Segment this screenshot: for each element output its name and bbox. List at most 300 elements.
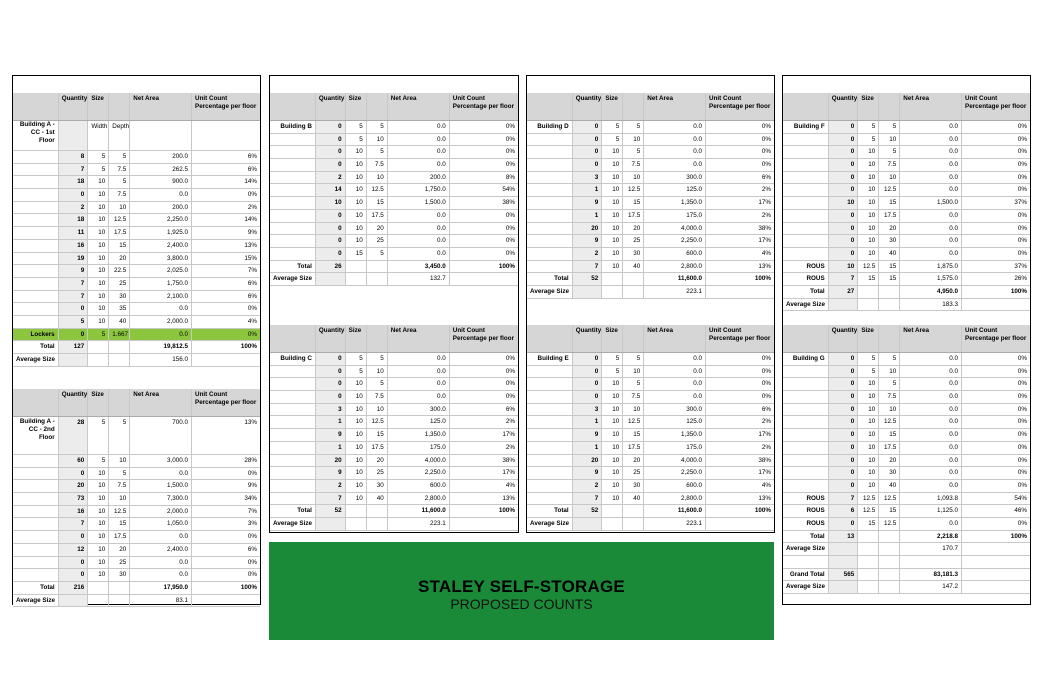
cell-depth: 10	[367, 366, 388, 378]
cell-net-area: 0.0	[388, 235, 450, 247]
cell-quantity: 0	[573, 353, 603, 365]
cell-depth: 12.5	[367, 184, 388, 196]
header-size: Size	[346, 93, 367, 120]
cell-width: 10	[602, 172, 623, 184]
total-row-net-area: 17,950.0	[130, 582, 192, 594]
cell-width: 10	[346, 416, 367, 428]
cell-depth: 10	[623, 172, 644, 184]
cell-net-area: 0.0	[388, 223, 450, 235]
cell-net-area: 2,250.0	[644, 467, 706, 479]
cell-net-area: 0.0	[900, 210, 962, 222]
cell-depth: 30	[879, 235, 900, 247]
cell-quantity: 0	[59, 468, 89, 480]
row-label	[13, 480, 59, 492]
cell-percentage: 37%	[1014, 199, 1027, 207]
cell-net-area: 125.0	[644, 416, 706, 428]
cell-percentage: 38%	[502, 456, 515, 464]
cell-quantity: 0	[316, 366, 346, 378]
cell-net-area: 0.0	[388, 121, 450, 133]
cell-quantity: 9	[573, 429, 603, 441]
cell-depth: 10	[879, 172, 900, 184]
cell-depth: 7.5	[879, 159, 900, 171]
sub-blank	[130, 121, 192, 150]
cell-width: 10	[858, 442, 879, 454]
cell-depth: 35	[109, 303, 130, 315]
cell-quantity: 2	[316, 172, 346, 184]
header-percentage: Unit Count Percentage per floor	[195, 95, 257, 110]
cell-depth: 5	[879, 353, 900, 365]
table-header-row	[13, 93, 260, 121]
cell-depth: 22.5	[109, 265, 130, 277]
cell-percentage: 0%	[1017, 380, 1027, 388]
cell-depth: 10	[109, 455, 130, 467]
cell-percentage: 0%	[1017, 481, 1027, 489]
cell-width: 12.5	[858, 261, 879, 273]
total-row-net-area: 3,450.0	[388, 261, 450, 273]
cell-quantity: 73	[59, 493, 89, 505]
header-quantity: Quantity	[316, 93, 346, 120]
row-label	[13, 151, 59, 163]
cell-percentage: 4%	[761, 249, 771, 257]
grand-total-row-blank	[858, 569, 879, 581]
header-size: Size	[858, 325, 879, 352]
table-row	[527, 121, 774, 134]
cell-depth: 15	[367, 429, 388, 441]
cell-depth: 25	[109, 278, 130, 290]
cell-depth: 30	[109, 291, 130, 303]
cell-depth: 5	[623, 121, 644, 133]
cell-percentage: 0%	[1017, 123, 1027, 130]
row-label	[13, 253, 59, 265]
row-label	[527, 493, 573, 505]
cell-quantity: 0	[573, 391, 603, 403]
cell-net-area: 0.0	[900, 378, 962, 390]
cell-net-area: 125.0	[644, 184, 706, 196]
header-blank	[270, 325, 316, 352]
cell-quantity: 1	[316, 416, 346, 428]
row-label	[783, 442, 829, 454]
header-size-2	[879, 325, 900, 352]
table-row	[783, 210, 1030, 223]
row-label	[270, 442, 316, 454]
cell-width: 10	[602, 416, 623, 428]
table-row	[270, 404, 518, 417]
total-row-quantity: 13	[829, 531, 859, 543]
row-label	[783, 223, 829, 235]
cell-percentage: 0%	[505, 355, 515, 362]
cell-net-area: 600.0	[388, 480, 450, 492]
cell-quantity: 9	[316, 429, 346, 441]
cell-quantity: 3	[573, 404, 603, 416]
cell-net-area: 0.0	[388, 366, 450, 378]
cell-quantity: 0	[829, 210, 859, 222]
row-label	[270, 366, 316, 378]
cell-depth: 10	[367, 404, 388, 416]
cell-net-area: 262.5	[130, 164, 192, 176]
header-percentage: Unit Count Percentage per floor	[965, 327, 1027, 342]
cell-width: 10	[602, 442, 623, 454]
cell-percentage: 38%	[502, 199, 515, 207]
title-block	[269, 542, 774, 640]
row-label	[783, 146, 829, 158]
cell-width: 10	[858, 429, 879, 441]
cell-percentage: 0%	[761, 148, 771, 156]
cell-net-area: 4,000.0	[644, 455, 706, 467]
cell-depth: 17.5	[367, 442, 388, 454]
cell-net-area: 0.0	[900, 366, 962, 378]
cell-depth: 5	[879, 121, 900, 133]
table-row	[783, 121, 1030, 134]
avg-row-quantity	[573, 518, 603, 530]
table-row	[527, 391, 774, 404]
cell-net-area: 0.0	[130, 531, 192, 543]
row-label	[270, 210, 316, 222]
cell-depth: 40	[623, 261, 644, 273]
cell-width: 10	[858, 146, 879, 158]
cell-depth: 30	[367, 480, 388, 492]
cell-quantity: 0	[829, 366, 859, 378]
cell-width: 10	[602, 210, 623, 222]
avg-row-percentage	[962, 543, 1030, 555]
grand-avg-row-label: Average Size	[783, 581, 829, 593]
cell-quantity: 1	[573, 442, 603, 454]
table-f	[783, 93, 1030, 311]
header-quantity: Quantity	[829, 93, 859, 120]
row-label	[527, 391, 573, 403]
avg-row-blank	[602, 518, 623, 530]
cell-percentage: 2%	[761, 186, 771, 194]
cell-depth: 5	[623, 378, 644, 390]
cell-percentage: 4%	[505, 481, 515, 489]
cell-percentage: 0%	[247, 533, 257, 541]
cell-quantity: 8	[59, 151, 89, 163]
cell-width: 10	[858, 480, 879, 492]
row-label	[270, 197, 316, 209]
cell-net-area: 0.0	[130, 303, 192, 315]
cell-net-area: 0.0	[900, 480, 962, 492]
header-size: Size	[858, 93, 879, 120]
avg-row-label: Average Size	[13, 595, 59, 607]
cell-net-area: 1,350.0	[644, 429, 706, 441]
row-label	[783, 235, 829, 247]
cell-width: 10	[602, 429, 623, 441]
cell-depth: 15	[879, 197, 900, 209]
table-row	[13, 518, 260, 531]
cell-percentage: 0%	[1017, 405, 1027, 413]
row-label	[527, 455, 573, 467]
cell-quantity: 0	[829, 146, 859, 158]
cell-quantity: 1	[573, 210, 603, 222]
table-row-special	[783, 493, 1030, 506]
cell-net-area: 175.0	[644, 442, 706, 454]
row-label	[783, 391, 829, 403]
table-row	[783, 146, 1030, 159]
cell-width: 10	[346, 391, 367, 403]
avg-row-blank	[346, 273, 367, 285]
table-subheader-row	[13, 121, 260, 151]
cell-quantity: 0	[829, 429, 859, 441]
avg-row-net-area: 223.1	[388, 518, 450, 530]
cell-net-area: 1,093.8	[900, 493, 962, 505]
cell-quantity: 0	[829, 404, 859, 416]
cell-percentage: 2%	[505, 443, 515, 451]
total-row-percentage: 100%	[1010, 287, 1027, 295]
total-row-blank	[346, 261, 367, 273]
total-row-net-area: 11,600.0	[388, 505, 450, 517]
cell-width: 10	[858, 172, 879, 184]
avg-row-net-area: 156.0	[130, 354, 192, 366]
avg-row-quantity	[573, 286, 603, 298]
cell-percentage: 0%	[505, 249, 515, 257]
cell-quantity: 0	[316, 121, 346, 133]
cell-net-area: 300.0	[644, 404, 706, 416]
total-row-net-area: 19,812.5	[130, 341, 192, 353]
cell-width: 5	[602, 366, 623, 378]
cell-depth: 12.5	[879, 518, 900, 530]
cell-width: 10	[346, 197, 367, 209]
table-row	[270, 223, 518, 236]
cell-depth: 7.5	[623, 159, 644, 171]
cell-percentage: 0%	[247, 469, 257, 477]
cell-quantity: 0	[829, 223, 859, 235]
row-label	[270, 159, 316, 171]
building-name: Building A - CC - 2nd Floor	[13, 417, 59, 454]
table-row	[13, 480, 260, 493]
cell-depth: 10	[623, 134, 644, 146]
cell-depth: 12.5	[109, 214, 130, 226]
cell-quantity: 0	[829, 353, 859, 365]
cell-percentage: 6%	[247, 279, 257, 287]
cell-width: 10	[602, 184, 623, 196]
total-row-percentage: 100%	[1010, 532, 1027, 540]
table-header-row	[783, 93, 1030, 121]
cell-width: 10	[858, 159, 879, 171]
avg-row-quantity	[59, 595, 89, 607]
table-row	[527, 235, 774, 248]
cell-width: 10	[602, 493, 623, 505]
table-row	[270, 172, 518, 185]
cell-width: 10	[858, 416, 879, 428]
cell-width: 10	[88, 240, 109, 252]
cell-width: 5	[346, 366, 367, 378]
cell-quantity: 0	[829, 455, 859, 467]
sub-blank	[192, 121, 260, 150]
cell-percentage: 14%	[244, 216, 257, 224]
cell-percentage: 0%	[1017, 469, 1027, 477]
cell-net-area: 0.0	[644, 353, 706, 365]
cell-percentage: 13%	[244, 241, 257, 249]
row-label	[270, 378, 316, 390]
row-label	[270, 416, 316, 428]
row-label	[13, 557, 59, 569]
cell-depth: 5	[109, 176, 130, 188]
cell-quantity: 0	[573, 366, 603, 378]
cell-width: 10	[346, 480, 367, 492]
cell-quantity: 7	[573, 493, 603, 505]
cell-percentage: 26%	[1014, 275, 1027, 283]
cell-width: 10	[602, 223, 623, 235]
avg-row-blank	[109, 595, 130, 607]
cell-width: 10	[346, 159, 367, 171]
cell-quantity: 60	[59, 455, 89, 467]
row-label	[783, 172, 829, 184]
grand-total-row-net-area: 83,181.3	[900, 569, 962, 581]
row-label-special: Lockers	[13, 329, 59, 341]
cell-net-area: 0.0	[900, 235, 962, 247]
row-label	[13, 278, 59, 290]
cell-quantity: 9	[573, 235, 603, 247]
row-label-special: ROUS	[783, 261, 829, 273]
total-row-net-area: 11,600.0	[644, 273, 706, 285]
cell-quantity: 0	[316, 235, 346, 247]
cell-quantity: 1	[316, 442, 346, 454]
row-label	[270, 404, 316, 416]
cell-quantity: 10	[316, 197, 346, 209]
cell-percentage: 0%	[761, 161, 771, 169]
total-row-blank	[367, 261, 388, 273]
cell-percentage: 0%	[1017, 186, 1027, 194]
header-percentage: Unit Count Percentage per floor	[452, 327, 515, 342]
cell-quantity: 9	[59, 265, 89, 277]
header-net-area: Net Area	[644, 325, 706, 352]
grand-avg-row-blank	[858, 581, 879, 593]
table-row	[527, 404, 774, 417]
table-row	[527, 223, 774, 236]
row-label	[13, 506, 59, 518]
row-label	[527, 480, 573, 492]
cell-width: 10	[602, 248, 623, 260]
row-label	[13, 202, 59, 214]
row-label	[270, 493, 316, 505]
total-row-label: Total	[783, 531, 829, 543]
cell-width: 10	[88, 265, 109, 277]
cell-percentage: 14%	[244, 178, 257, 186]
cell-depth: 7.5	[109, 164, 130, 176]
cell-depth: 30	[879, 467, 900, 479]
avg-row	[527, 518, 774, 531]
table-e	[527, 325, 774, 531]
cell-width: 5	[346, 121, 367, 133]
row-label	[527, 210, 573, 222]
row-label	[270, 248, 316, 260]
avg-row-blank	[88, 595, 109, 607]
cell-depth: 17.5	[367, 210, 388, 222]
cell-width: 10	[346, 493, 367, 505]
header-size: Size	[88, 93, 109, 120]
total-row-blank	[367, 505, 388, 517]
row-label	[527, 172, 573, 184]
cell-depth: 10	[879, 366, 900, 378]
cell-percentage: 0%	[505, 148, 515, 156]
avg-row-blank	[858, 299, 879, 311]
spacer-cell	[900, 556, 962, 568]
avg-row-blank	[623, 518, 644, 530]
table-row	[13, 417, 260, 455]
cell-percentage: 0%	[505, 367, 515, 375]
row-label	[527, 248, 573, 260]
table-row	[783, 172, 1030, 185]
table-row	[13, 265, 260, 278]
grand-total-row-blank	[879, 569, 900, 581]
cell-percentage: 13%	[758, 494, 771, 502]
cell-net-area: 600.0	[644, 480, 706, 492]
cell-quantity: 2	[316, 480, 346, 492]
cell-percentage: 0%	[247, 191, 257, 199]
cell-depth: 30	[623, 480, 644, 492]
document-title: STALEY SELF-STORAGE	[418, 576, 625, 596]
table-row	[783, 197, 1030, 210]
cell-percentage: 38%	[758, 456, 771, 464]
cell-depth: 5	[109, 468, 130, 480]
avg-row-blank	[879, 543, 900, 555]
row-label	[13, 303, 59, 315]
table-row-special	[783, 518, 1030, 531]
table-row	[270, 493, 518, 506]
cell-net-area: 3,800.0	[130, 253, 192, 265]
avg-row	[13, 354, 260, 367]
row-label	[270, 455, 316, 467]
cell-width: 10	[88, 303, 109, 315]
cell-width: 10	[346, 455, 367, 467]
row-label	[13, 291, 59, 303]
cell-width: 10	[88, 557, 109, 569]
cell-quantity: 0	[59, 189, 89, 201]
cell-width: 5	[88, 455, 109, 467]
avg-row-percentage	[962, 299, 1030, 311]
cell-depth: 17.5	[623, 442, 644, 454]
cell-quantity: 1	[573, 184, 603, 196]
table-row	[783, 134, 1030, 147]
header-size-2	[109, 389, 130, 416]
row-label	[13, 265, 59, 277]
cell-depth: 5	[879, 378, 900, 390]
row-label-special: ROUS	[783, 273, 829, 285]
table-row	[527, 467, 774, 480]
total-row-blank	[623, 505, 644, 517]
table-row	[527, 159, 774, 172]
cell-percentage: 0%	[1017, 456, 1027, 464]
cell-quantity: 11	[59, 227, 89, 239]
table-row	[270, 442, 518, 455]
row-label	[13, 493, 59, 505]
cell-percentage: 17%	[502, 431, 515, 439]
row-label	[270, 184, 316, 196]
table-row	[13, 202, 260, 215]
cell-quantity: 0	[829, 467, 859, 479]
cell-percentage: 2%	[761, 418, 771, 426]
cell-percentage: 38%	[758, 224, 771, 232]
avg-row-label: Average Size	[527, 518, 573, 530]
cell-quantity: 0	[829, 172, 859, 184]
cell-depth: 7.5	[109, 480, 130, 492]
cell-net-area: 0.0	[388, 134, 450, 146]
table-row	[270, 429, 518, 442]
cell-width: 5	[602, 121, 623, 133]
header-blank	[13, 93, 59, 120]
cell-net-area: 0.0	[644, 134, 706, 146]
cell-depth: 30	[623, 248, 644, 260]
header-percentage: Unit Count Percentage per floor	[709, 327, 771, 342]
cell-depth: 17.5	[109, 531, 130, 543]
row-label	[783, 366, 829, 378]
header-quantity: Quantity	[59, 93, 89, 120]
cell-net-area: 1,350.0	[644, 197, 706, 209]
header-net-area: Net Area	[388, 93, 450, 120]
cell-width: 5	[858, 366, 879, 378]
cell-width: 10	[88, 480, 109, 492]
row-label	[270, 172, 316, 184]
cell-width: 5	[88, 417, 109, 454]
